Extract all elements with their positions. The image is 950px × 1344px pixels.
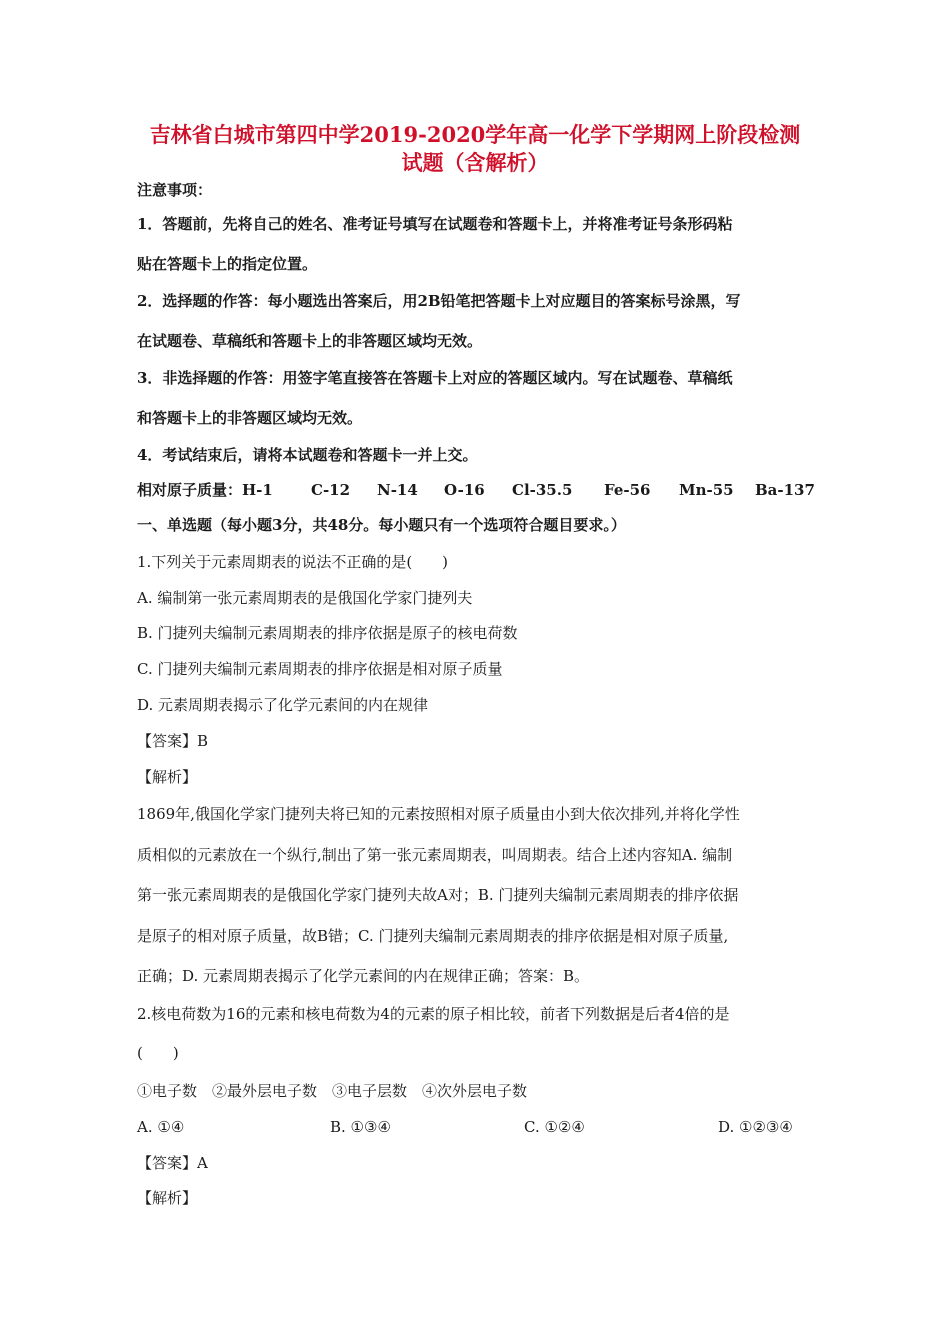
notice-item-2b: 在试题卷、草稿纸和答题卡上的非答题区域均无效。 — [137, 332, 483, 350]
atomic-mass-label: 相对原子质量：H-1 — [137, 481, 273, 499]
q2-items: ①电子数 ②最外层电子数 ③电子层数 ④次外层电子数 — [137, 1082, 528, 1100]
section-heading: 一、单选题（每小题3分，共48分。每小题只有一个选项符合题目要求。） — [137, 516, 626, 534]
document-title-line-1: 吉林省白城市第四中学2019-2020学年高一化学下学期网上阶段检测 — [149, 122, 801, 147]
q1-analysis-line-5: 正确；D. 元素周期表揭示了化学元素间的内在规律正确；答案：B。 — [137, 967, 590, 985]
notice-heading: 注意事项： — [137, 181, 213, 199]
q2-paren: ( ) — [137, 1044, 179, 1062]
q2-stem: 2.核电荷数为16的元素和核电荷数为4的元素的原子相比较，前者下列数据是后者4倍的是 — [137, 1005, 730, 1023]
notice-item-1a: 1．答题前，先将自己的姓名、准考证号填写在试题卷和答题卡上，并将准考证号条形码粘 — [137, 215, 733, 233]
q1-option-a: A. 编制第一张元素周期表的是俄国化学家门捷列夫 — [137, 589, 473, 607]
q2-option-a: A. ①④ — [137, 1118, 185, 1136]
q1-option-b: B. 门捷列夫编制元素周期表的排序依据是原子的核电荷数 — [137, 624, 518, 642]
notice-item-3a: 3．非选择题的作答：用签字笔直接答在答题卡上对应的答题区域内。写在试题卷、草稿纸 — [137, 369, 733, 387]
q2-analysis-label: 【解析】 — [137, 1189, 198, 1207]
q1-option-d: D. 元素周期表揭示了化学元素间的内在规律 — [137, 696, 429, 714]
q1-analysis-line-4: 是原子的相对原子质量，故B错；C. 门捷列夫编制元素周期表的排序依据是相对原子质量, — [137, 927, 729, 945]
notice-item-4: 4．考试结束后，请将本试题卷和答题卡一并上交。 — [137, 446, 478, 464]
q2-option-d: D. ①②③④ — [718, 1118, 793, 1136]
q1-stem: 1.下列关于元素周期表的说法不正确的是( ) — [137, 553, 449, 571]
q1-analysis-label: 【解析】 — [137, 768, 198, 786]
notice-item-1b: 贴在答题卡上的指定位置。 — [137, 255, 318, 273]
q1-analysis-line-2: 质相似的元素放在一个纵行,制出了第一张元素周期表，叫周期表。结合上述内容知A. 编制 — [137, 846, 733, 864]
q2-option-c: C. ①②④ — [524, 1118, 585, 1136]
atomic-mass-mn: Mn-55 — [679, 481, 734, 499]
q1-analysis-line-3: 第一张元素周期表的是俄国化学家门捷列夫故A对；B. 门捷列夫编制元素周期表的排序依据 — [137, 886, 739, 904]
document-title-line-2: 试题（含解析） — [401, 150, 549, 175]
atomic-mass-n: N-14 — [377, 481, 418, 499]
q1-answer: 【答案】B — [137, 732, 209, 750]
q2-option-b: B. ①③④ — [330, 1118, 391, 1136]
atomic-mass-o: O-16 — [444, 481, 485, 499]
q1-analysis-line-1: 1869年,俄国化学家门捷列夫将已知的元素按照相对原子质量由小到大依次排列,并将化学性 — [137, 805, 740, 823]
notice-item-3b: 和答题卡上的非答题区域均无效。 — [137, 409, 363, 427]
notice-item-2a: 2．选择题的作答：每小题选出答案后，用2B铅笔把答题卡上对应题目的答案标号涂黑，写 — [137, 292, 741, 310]
q2-answer: 【答案】A — [137, 1154, 208, 1172]
atomic-mass-ba: Ba-137 — [755, 481, 815, 499]
atomic-mass-c: C-12 — [311, 481, 351, 499]
atomic-mass-cl: Cl-35.5 — [512, 481, 573, 499]
atomic-mass-fe: Fe-56 — [604, 481, 651, 499]
q1-option-c: C. 门捷列夫编制元素周期表的排序依据是相对原子质量 — [137, 660, 503, 678]
